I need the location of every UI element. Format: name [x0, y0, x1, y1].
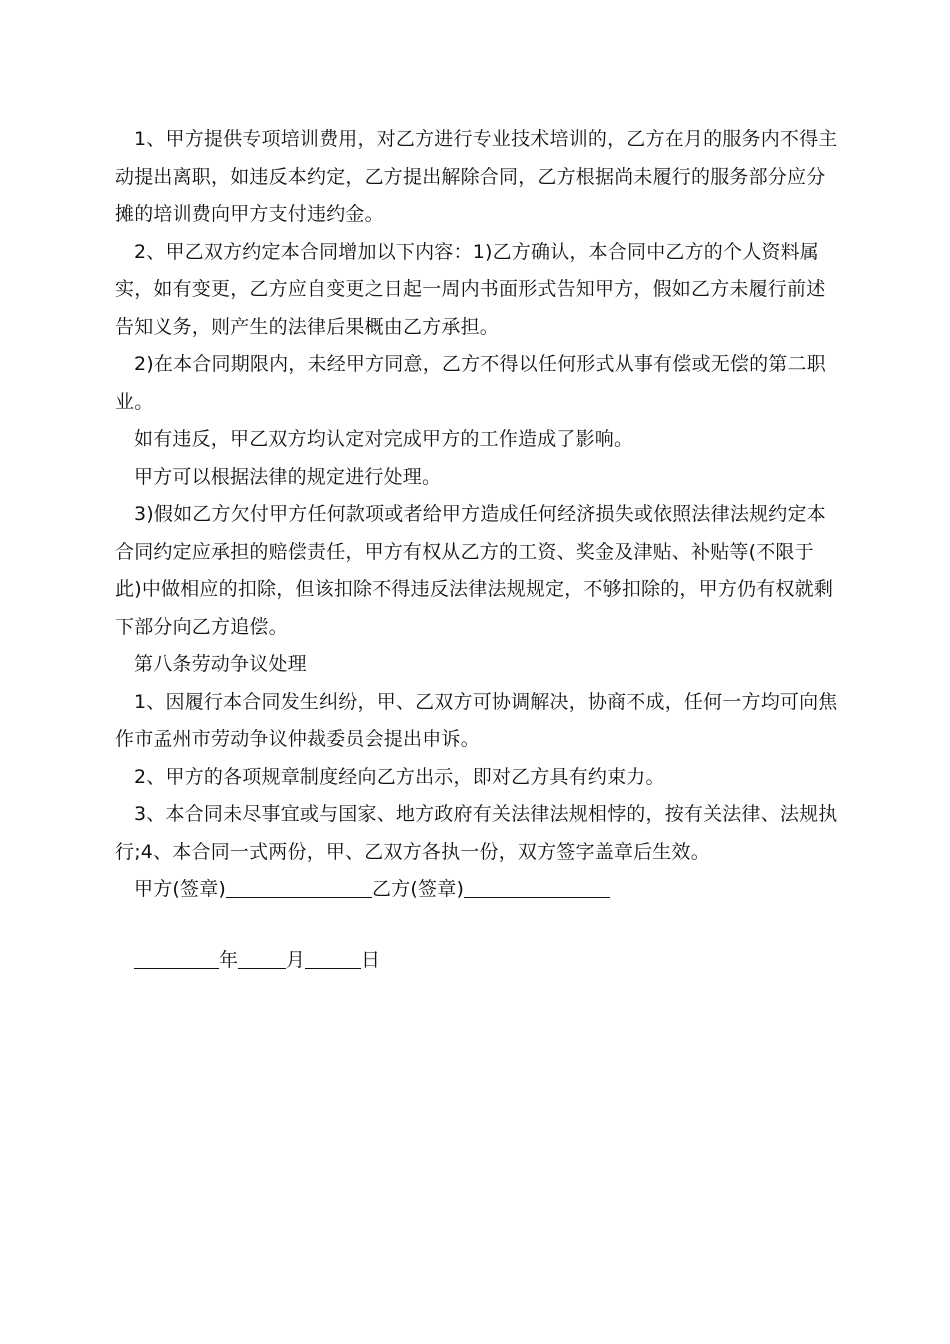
- paragraph-additional-terms: 2、甲乙双方约定本合同增加以下内容：1)乙方确认，本合同中乙方的个人资料属实，如有变更，乙方应自变更之日起一周内书面形式告知甲方，假如乙方未履行前述告知义务，则产生的法律后果概由乙方承担。: [115, 240, 826, 338]
- paragraph-compensation-deduction: 3)假如乙方欠付甲方任何款项或者给甲方造成任何经济损失或依照法律法规约定本合同约定应承担的赔偿责任，甲方有权从乙方的工资、奖金及津贴、补贴等(不限于此)中做相应的扣除，但该扣除不得违反法律法规规定，不够扣除的，甲方仍有权就剩下部分向乙方追偿。: [115, 503, 834, 638]
- contract-body: [115, 121, 840, 909]
- day-blank-line: [305, 947, 361, 969]
- party-a-signature-line: [226, 876, 372, 898]
- month-label: 月: [286, 949, 306, 971]
- paragraph-training-cost: 1、甲方提供专项培训费用，对乙方进行专业技术培训的，乙方在月的服务内不得主动提出离职，如违反本约定，乙方提出解除合同，乙方根据尚未履行的服务部分应分摊的培训费向甲方支付违约金。: [115, 128, 838, 225]
- party-b-signature-label: 乙方(签章): [372, 878, 465, 900]
- year-label: 年: [219, 949, 239, 971]
- month-blank-line: [238, 947, 286, 969]
- paragraph-second-job: 2)在本合同期限内，未经甲方同意，乙方不得以任何形式从事有偿或无偿的第二职业。: [115, 353, 826, 413]
- paragraph-violation-impact: 如有违反，甲乙双方均认定对完成甲方的工作造成了影响。: [134, 428, 634, 450]
- party-a-signature-label: 甲方(签章): [134, 878, 227, 900]
- section-title-labor-dispute: 第八条劳动争议处理: [134, 653, 307, 675]
- paragraph-rules-binding: 2、甲方的各项规章制度经向乙方出示，即对乙方具有约束力。: [134, 765, 665, 788]
- signature-row: [115, 871, 840, 909]
- paragraph-final-terms: 3、本合同未尽事宜或与国家、地方政府有关法律法规相悖的，按有关法律、法规执行;4、本合同一式两份，甲、乙双方各执一份，双方签字盖章后生效。: [115, 803, 838, 863]
- party-b-signature-line: [464, 876, 610, 898]
- date-row: [134, 942, 380, 980]
- paragraph-legal-handling: 甲方可以根据法律的规定进行处理。: [134, 465, 442, 488]
- year-blank-line: [134, 947, 219, 969]
- day-label: 日: [361, 949, 381, 971]
- paragraph-dispute-resolution: 1、因履行本合同发生纠纷，甲、乙双方可协调解决，协商不成，任何一方均可向焦作市孟州市劳动争议仲裁委员会提出申诉。: [115, 690, 838, 750]
